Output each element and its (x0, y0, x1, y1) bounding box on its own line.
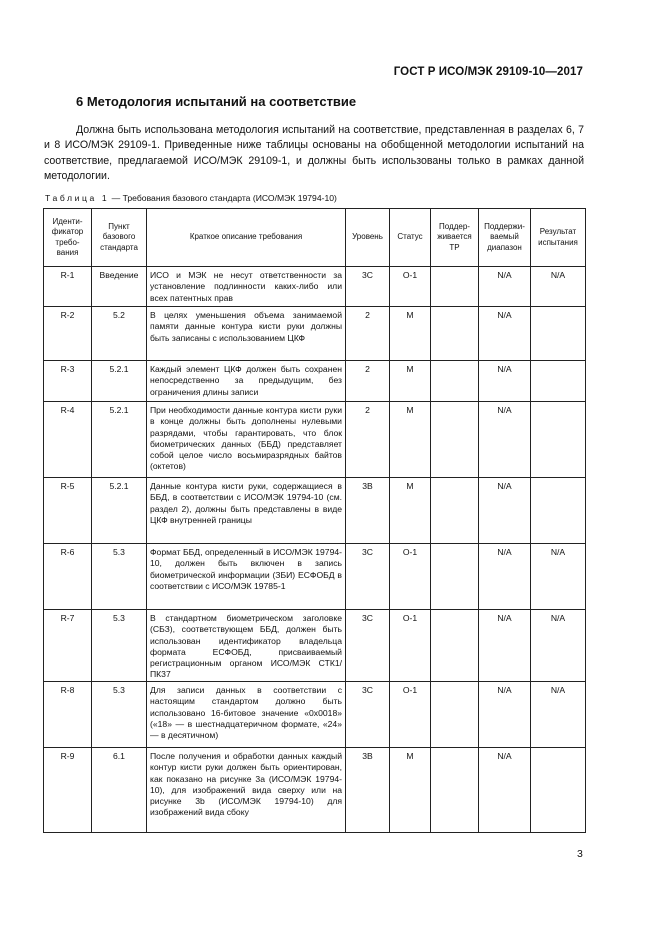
cell-result (531, 361, 586, 402)
cell-description: В стандартном биометрическом заголовке (СБЗ), соответствующем ББД, должен быть использован идентификатор владельца формата ЕСФОБД, присваиваемый регистрационным органом ИСО/МЭК СТК1/ПК37 (147, 610, 346, 682)
cell-description: ИСО и МЭК не несут ответственности за установление подлинности каких-либо или всех патентных прав (147, 267, 346, 307)
header-level: Уровень (346, 209, 390, 267)
cell-level: 3С (346, 544, 390, 610)
cell-clause: 5.2 (92, 307, 147, 361)
cell-status: М (390, 748, 431, 833)
cell-description: После получения и обработки данных каждый контур кисти руки должен быть ориентирован, как показано на рисунке 3а (ИСО/МЭК 19794-10), для изображений вида сверху или на рисунке 3b (ИСО/МЭК 19794-10) для изображений вида сбоку (147, 748, 346, 833)
table-row (44, 748, 586, 833)
cell-range: N/A (479, 610, 531, 682)
cell-clause: 5.3 (92, 682, 147, 748)
cell-id: R-5 (44, 478, 92, 544)
cell-id: R-6 (44, 544, 92, 610)
cell-supported (431, 544, 479, 610)
cell-result (531, 402, 586, 478)
cell-id: R-9 (44, 748, 92, 833)
cell-status: О-1 (390, 544, 431, 610)
cell-status: О-1 (390, 267, 431, 307)
table-header-row (44, 209, 586, 267)
table-row (44, 544, 586, 610)
cell-clause: Введение (92, 267, 147, 307)
header-status: Статус (390, 209, 431, 267)
cell-status: О-1 (390, 682, 431, 748)
table-caption-text: — Требования базового стандарта (ИСО/МЭК 19794-10) (109, 193, 337, 203)
cell-supported (431, 478, 479, 544)
cell-id: R-2 (44, 307, 92, 361)
cell-supported (431, 682, 479, 748)
cell-description: Данные контура кисти руки, содержащиеся в ББД, в соответствии с ИСО/МЭК 19794-10 (см. раздел 2), должны быть представлены в виде ЦКФ внутренней границы (147, 478, 346, 544)
cell-range: N/A (479, 682, 531, 748)
cell-clause: 5.3 (92, 544, 147, 610)
cell-result: N/A (531, 610, 586, 682)
cell-clause: 6.1 (92, 748, 147, 833)
cell-id: R-8 (44, 682, 92, 748)
table-row (44, 682, 586, 748)
cell-supported (431, 267, 479, 307)
cell-range: N/A (479, 307, 531, 361)
cell-description: Для записи данных в соответствии с настоящим стандартом должно быть использовано 16-битовое значение «0x0018» («18» — в шестнадцатеричном формате, «24» — в десятичном) (147, 682, 346, 748)
cell-level: 3В (346, 748, 390, 833)
cell-level: 2 (346, 361, 390, 402)
cell-range: N/A (479, 402, 531, 478)
cell-supported (431, 361, 479, 402)
cell-description: В целях уменьшения объема занимаемой памяти данные контура кисти руки должны быть записаны с использованием ЦКФ (147, 307, 346, 361)
cell-level: 3С (346, 610, 390, 682)
cell-clause: 5.2.1 (92, 478, 147, 544)
section-title: 6 Методология испытаний на соответствие (76, 94, 357, 109)
cell-supported (431, 610, 479, 682)
table-row (44, 610, 586, 682)
cell-status: М (390, 307, 431, 361)
cell-range: N/A (479, 748, 531, 833)
cell-level: 3В (346, 478, 390, 544)
header-result: Результат испытания (531, 209, 586, 267)
cell-range: N/A (479, 361, 531, 402)
cell-result: N/A (531, 544, 586, 610)
cell-range: N/A (479, 478, 531, 544)
cell-id: R-1 (44, 267, 92, 307)
cell-supported (431, 402, 479, 478)
cell-range: N/A (479, 544, 531, 610)
cell-result (531, 478, 586, 544)
cell-supported (431, 307, 479, 361)
table-row (44, 478, 586, 544)
cell-status: М (390, 361, 431, 402)
cell-supported (431, 748, 479, 833)
table-row (44, 307, 586, 361)
table-caption (45, 193, 337, 203)
cell-result: N/A (531, 682, 586, 748)
header-supported: Поддер-живается ТР (431, 209, 479, 267)
cell-range: N/A (479, 267, 531, 307)
cell-status: М (390, 402, 431, 478)
cell-id: R-4 (44, 402, 92, 478)
cell-clause: 5.3 (92, 610, 147, 682)
standard-designation: ГОСТ Р ИСО/МЭК 29109-10—2017 (393, 66, 583, 78)
cell-description: Каждый элемент ЦКФ должен быть сохранен непосредственно за предыдущим, без ограничения длины записи (147, 361, 346, 402)
cell-level: 2 (346, 402, 390, 478)
cell-clause: 5.2.1 (92, 402, 147, 478)
cell-result: N/A (531, 267, 586, 307)
header-id: Иденти-фикатор требо-вания (44, 209, 92, 267)
header-description: Краткое описание требования (147, 209, 346, 267)
cell-description: Формат ББД, определенный в ИСО/МЭК 19794-10, должен быть включен в запись биометрической информации (ЗБИ) ЕСФОБД в соответствии с ИСО/МЭК 19785-1 (147, 544, 346, 610)
cell-level: 2 (346, 307, 390, 361)
cell-status: О-1 (390, 610, 431, 682)
table-row (44, 402, 586, 478)
cell-id: R-3 (44, 361, 92, 402)
cell-clause: 5.2.1 (92, 361, 147, 402)
requirements-table (43, 208, 586, 833)
cell-result (531, 748, 586, 833)
table-row (44, 267, 586, 307)
intro-paragraph: Должна быть использована методология испытаний на соответствие, представленная в разделах 6, 7 и 8 ИСО/МЭК 29109-1. Приведенные ниже таблицы основаны на обобщенной методологии испытаний на соответствие, предлагаемой ИСО/МЭК 29109-1, и должны быть использованы только в рамках данной методологии. (44, 124, 584, 183)
cell-description: При необходимости данные контура кисти руки в конце должны быть дополнены нулевыми разрядами, чтобы гарантировать, что блок биометрических данных (ББД) представляет собой целое число восьмиразрядных байтов (октетов) (147, 402, 346, 478)
page-number: 3 (577, 848, 583, 860)
header-clause: Пункт базового стандарта (92, 209, 147, 267)
cell-result (531, 307, 586, 361)
cell-level: 3С (346, 682, 390, 748)
cell-level: 3С (346, 267, 390, 307)
header-range: Поддержи-ваемый диапазон (479, 209, 531, 267)
cell-status: М (390, 478, 431, 544)
table-caption-label: Таблица 1 (45, 193, 110, 203)
cell-id: R-7 (44, 610, 92, 682)
table-row (44, 361, 586, 402)
